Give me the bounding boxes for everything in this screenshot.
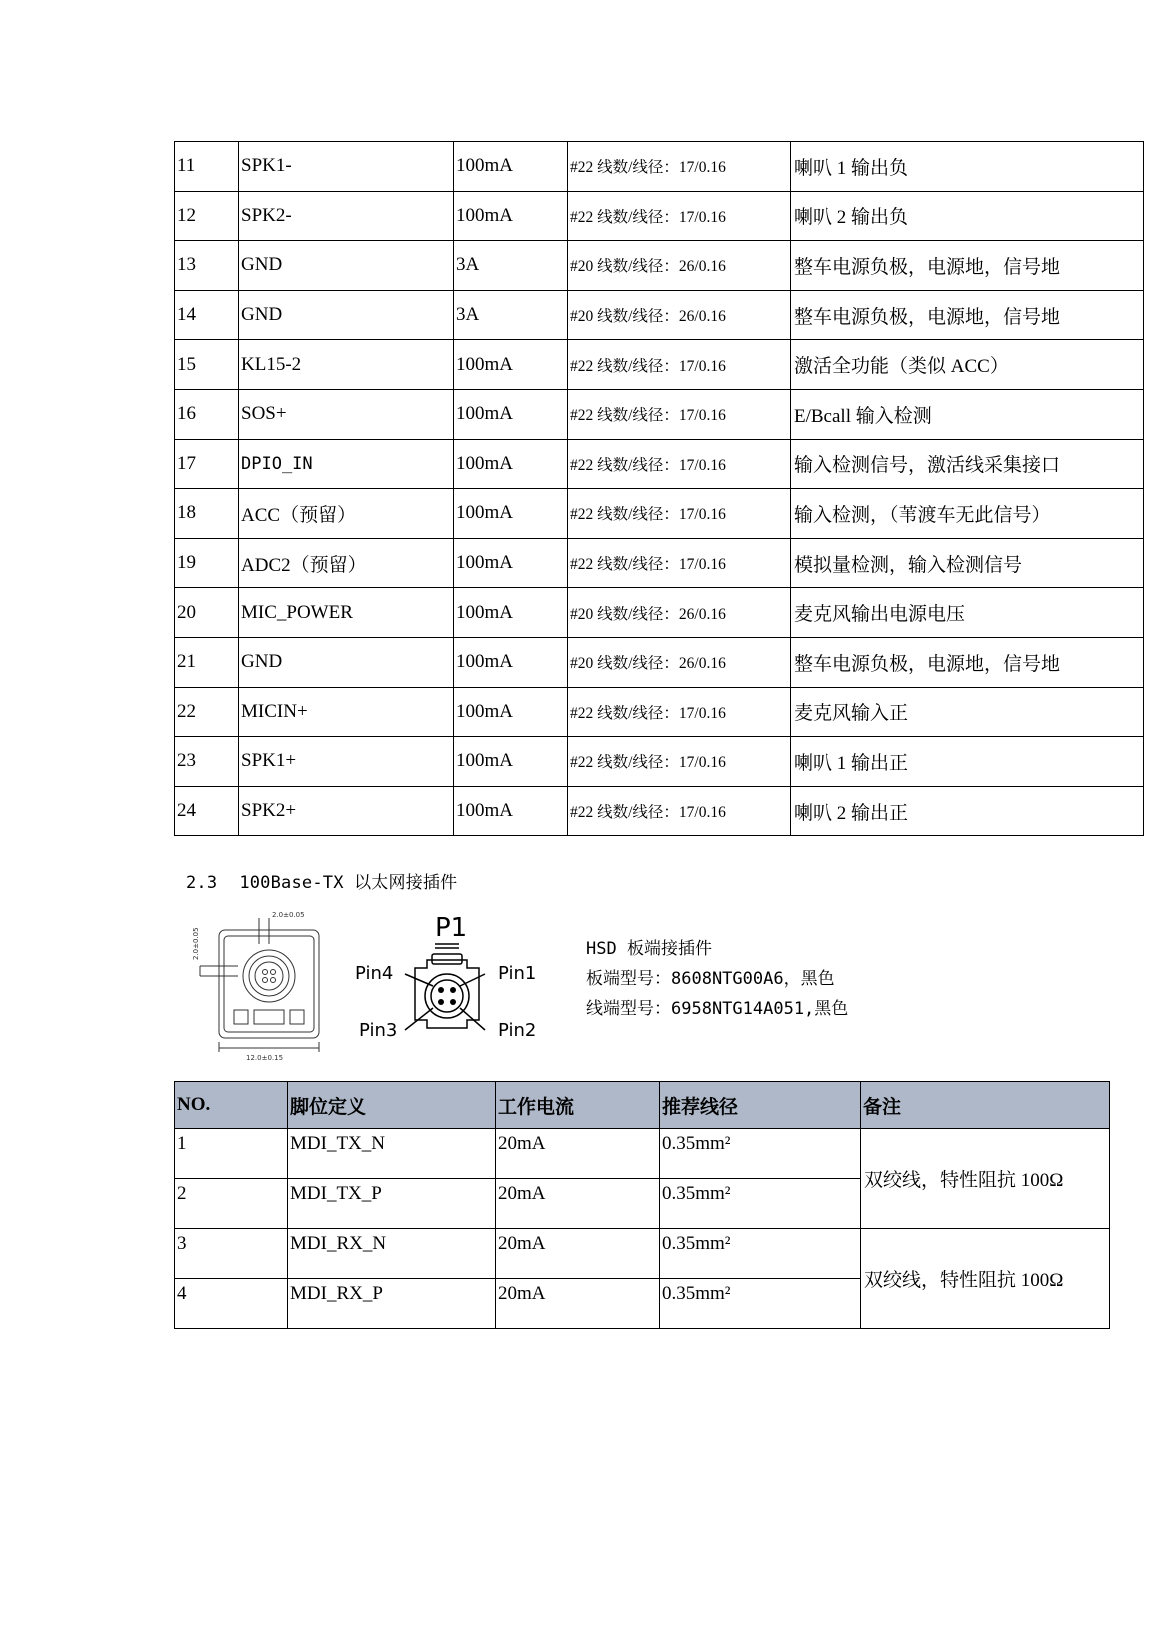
cell-note: 双绞线，特性阻抗 100Ω — [861, 1229, 1110, 1329]
cable-part-number-line: 线端型号：6958NTG14A051,黑色 — [586, 999, 849, 1019]
cell-description: 喇叭 2 输出正 — [791, 786, 1144, 836]
cell-no: 19 — [175, 538, 239, 588]
table-row — [175, 637, 1144, 687]
cell-wire: #22 线数/线径：17/0.16 — [568, 389, 791, 439]
cell-no: 15 — [175, 340, 239, 390]
cell-description: 整车电源负极，电源地，信号地 — [791, 290, 1144, 340]
header-wire-gauge: 推荐线径 — [660, 1082, 861, 1129]
cell-pin-name: MDI_TX_P — [288, 1179, 496, 1229]
cell-description: 麦克风输入正 — [791, 687, 1144, 737]
cell-current: 100mA — [454, 389, 568, 439]
table-row — [175, 1129, 1110, 1179]
cell-current: 100mA — [454, 489, 568, 539]
header-pin-definition: 脚位定义 — [288, 1082, 496, 1129]
cell-pin-name: MDI_RX_N — [288, 1229, 496, 1279]
cell-current: 100mA — [454, 142, 568, 192]
cell-pin-name: SPK1+ — [239, 737, 454, 787]
connector-info — [586, 934, 848, 1024]
connector-pinout-drawing — [355, 912, 555, 1062]
cell-wire: #20 线数/线径：26/0.16 — [568, 241, 791, 291]
dim-bottom-label: 12.0±0.15 — [246, 1054, 284, 1062]
cell-current: 100mA — [454, 588, 568, 638]
cell-current: 100mA — [454, 439, 568, 489]
cell-current: 100mA — [454, 786, 568, 836]
cell-wire: #22 线数/线径：17/0.16 — [568, 191, 791, 241]
cell-wire: #20 线数/线径：26/0.16 — [568, 588, 791, 638]
cell-pin-name: ACC（预留） — [239, 489, 454, 539]
cell-pin-name: GND — [239, 637, 454, 687]
section-title: 100Base-TX 以太网接插件 — [239, 873, 458, 893]
cell-no: 2 — [175, 1179, 288, 1229]
connector-type-line: HSD 板端接插件 — [586, 939, 712, 959]
header-notes: 备注 — [861, 1082, 1110, 1129]
table-row — [175, 191, 1144, 241]
section-heading — [186, 868, 457, 893]
pin4-label: Pin4 — [355, 963, 394, 984]
cell-wire: 0.35mm² — [660, 1279, 861, 1329]
cell-wire: 0.35mm² — [660, 1179, 861, 1229]
cell-no: 4 — [175, 1279, 288, 1329]
cell-description: 激活全功能（类似 ACC） — [791, 340, 1144, 390]
cell-pin-name: MICIN+ — [239, 687, 454, 737]
cell-wire: #22 线数/线径：17/0.16 — [568, 687, 791, 737]
cell-wire: #20 线数/线径：26/0.16 — [568, 637, 791, 687]
cell-pin-name: MDI_TX_N — [288, 1129, 496, 1179]
table-row — [175, 687, 1144, 737]
table-row — [175, 340, 1144, 390]
cell-pin-name: SPK2- — [239, 191, 454, 241]
cell-no: 3 — [175, 1229, 288, 1279]
cell-note: 双绞线，特性阻抗 100Ω — [861, 1129, 1110, 1229]
cell-current: 100mA — [454, 538, 568, 588]
cell-pin-name: SPK1- — [239, 142, 454, 192]
cell-no: 11 — [175, 142, 239, 192]
pin3-label: Pin3 — [359, 1020, 398, 1041]
header-no: NO. — [175, 1082, 288, 1129]
cell-description: 整车电源负极，电源地，信号地 — [791, 637, 1144, 687]
board-part-number-line: 板端型号：8608NTG00A6，黑色 — [586, 969, 835, 989]
cell-wire: #22 线数/线径：17/0.16 — [568, 538, 791, 588]
cell-wire: #22 线数/线径：17/0.16 — [568, 142, 791, 192]
cell-pin-name: SOS+ — [239, 389, 454, 439]
cell-wire: 0.35mm² — [660, 1229, 861, 1279]
cell-description: 输入检测，（苇渡车无此信号） — [791, 489, 1144, 539]
cell-current: 100mA — [454, 191, 568, 241]
cell-wire: #22 线数/线径：17/0.16 — [568, 489, 791, 539]
cell-no: 16 — [175, 389, 239, 439]
cell-current: 100mA — [454, 737, 568, 787]
table-row — [175, 241, 1144, 291]
cell-current: 3A — [454, 241, 568, 291]
cell-pin-name: GND — [239, 241, 454, 291]
cell-current: 20mA — [496, 1229, 660, 1279]
cell-wire: #22 线数/线径：17/0.16 — [568, 786, 791, 836]
cell-pin-name: GND — [239, 290, 454, 340]
cell-wire: #22 线数/线径：17/0.16 — [568, 737, 791, 787]
table-row — [175, 538, 1144, 588]
dim-side-label: 2.0±0.05 — [192, 927, 200, 960]
table-row — [175, 489, 1144, 539]
cell-no: 21 — [175, 637, 239, 687]
section-number: 2.3 — [186, 873, 218, 893]
table-row — [175, 142, 1144, 192]
cell-no: 13 — [175, 241, 239, 291]
cell-current: 100mA — [454, 637, 568, 687]
cell-no: 12 — [175, 191, 239, 241]
cell-pin-name: MIC_POWER — [239, 588, 454, 638]
cell-current: 20mA — [496, 1279, 660, 1329]
cell-pin-name: KL15-2 — [239, 340, 454, 390]
cell-description: 模拟量检测，输入检测信号 — [791, 538, 1144, 588]
cell-description: E/Bcall 输入检测 — [791, 389, 1144, 439]
cell-current: 20mA — [496, 1129, 660, 1179]
cell-wire: #20 线数/线径：26/0.16 — [568, 290, 791, 340]
cell-description: 输入检测信号，激活线采集接口 — [791, 439, 1144, 489]
pin2-label: Pin2 — [498, 1020, 537, 1041]
cell-wire: #22 线数/线径：17/0.16 — [568, 340, 791, 390]
table-row — [175, 290, 1144, 340]
table-row — [175, 786, 1144, 836]
cell-description: 喇叭 2 输出负 — [791, 191, 1144, 241]
cell-current: 100mA — [454, 340, 568, 390]
header-current: 工作电流 — [496, 1082, 660, 1129]
cell-description: 喇叭 1 输出正 — [791, 737, 1144, 787]
cell-no: 24 — [175, 786, 239, 836]
cell-no: 23 — [175, 737, 239, 787]
cell-wire: #22 线数/线径：17/0.16 — [568, 439, 791, 489]
cell-no: 1 — [175, 1129, 288, 1179]
cell-pin-name: MDI_RX_P — [288, 1279, 496, 1329]
cell-description: 整车电源负极，电源地，信号地 — [791, 241, 1144, 291]
cell-description: 麦克风输出电源电压 — [791, 588, 1144, 638]
dim-top-label: 2.0±0.05 — [272, 911, 305, 919]
table-row — [175, 439, 1144, 489]
pin1-label: Pin1 — [498, 963, 537, 984]
cell-current: 20mA — [496, 1179, 660, 1229]
cell-current: 3A — [454, 290, 568, 340]
cell-wire: 0.35mm² — [660, 1129, 861, 1179]
table-row — [175, 588, 1144, 638]
ethernet-pin-table — [174, 1081, 1110, 1329]
cell-no: 20 — [175, 588, 239, 638]
cell-no: 14 — [175, 290, 239, 340]
cell-no: 18 — [175, 489, 239, 539]
cell-current: 100mA — [454, 687, 568, 737]
pin-definition-table — [174, 141, 1144, 836]
table-row — [175, 1229, 1110, 1279]
connector-dimension-drawing — [194, 910, 334, 1060]
cell-no: 22 — [175, 687, 239, 737]
cell-pin-name: DPIO_IN — [239, 439, 454, 489]
cell-no: 17 — [175, 439, 239, 489]
table-row — [175, 737, 1144, 787]
pinout-title: P1 — [435, 913, 468, 943]
table-row — [175, 389, 1144, 439]
cell-pin-name: ADC2（预留） — [239, 538, 454, 588]
ethernet-table-header-row — [175, 1082, 1110, 1129]
cell-description: 喇叭 1 输出负 — [791, 142, 1144, 192]
cell-pin-name: SPK2+ — [239, 786, 454, 836]
